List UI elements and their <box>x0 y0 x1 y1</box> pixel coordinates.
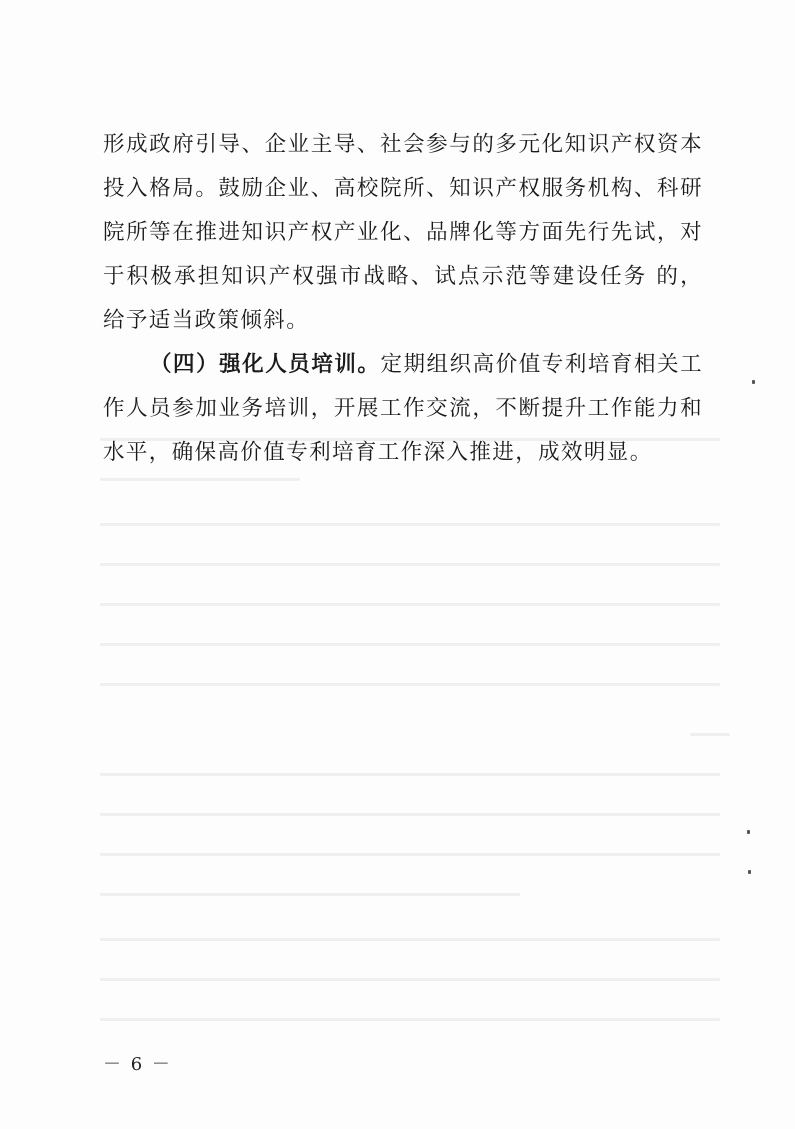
bleed-through-line <box>100 853 720 856</box>
bleed-through-line <box>100 683 720 686</box>
bleed-through-line <box>100 938 720 941</box>
bleed-through-line <box>100 563 720 566</box>
bleed-through-line <box>100 773 720 776</box>
scan-speck <box>748 870 751 874</box>
bleed-through-line <box>100 1018 720 1021</box>
bleed-through-line <box>100 813 720 816</box>
page-number: － 6 － <box>103 1054 172 1075</box>
bleed-through-line <box>100 893 520 896</box>
bleed-through-line <box>100 603 720 606</box>
body-text <box>103 123 703 475</box>
section-heading-training: （四）强化人员培训。 <box>150 352 381 377</box>
scan-speck <box>752 380 755 384</box>
bleed-through-line <box>100 478 300 481</box>
bleed-through-line <box>100 643 720 646</box>
bleed-through-line <box>100 978 720 981</box>
paragraph-training-text: 定期组织高价值专利培育相关工作人员参加业务培训，开展工作交流，不断提升工作能力和水平，确保高价值专利培育工作深入推进，成效明显。 <box>103 352 703 465</box>
paragraph-funding: 形成政府引导、企业主导、社会参与的多元化知识产权资本投入格局。鼓励企业、高校院所、知识产权服务机构、科研院所等在推进知识产权产业化、品牌化等方面先行先试，对于积极承担知识产权强市战略、试点示范等建设任务 的，给予适当政策倾斜。 <box>103 132 703 333</box>
paragraph-training <box>103 343 703 475</box>
scan-speck <box>747 830 750 834</box>
bleed-through-line <box>100 523 720 526</box>
bleed-through-line <box>690 733 730 736</box>
